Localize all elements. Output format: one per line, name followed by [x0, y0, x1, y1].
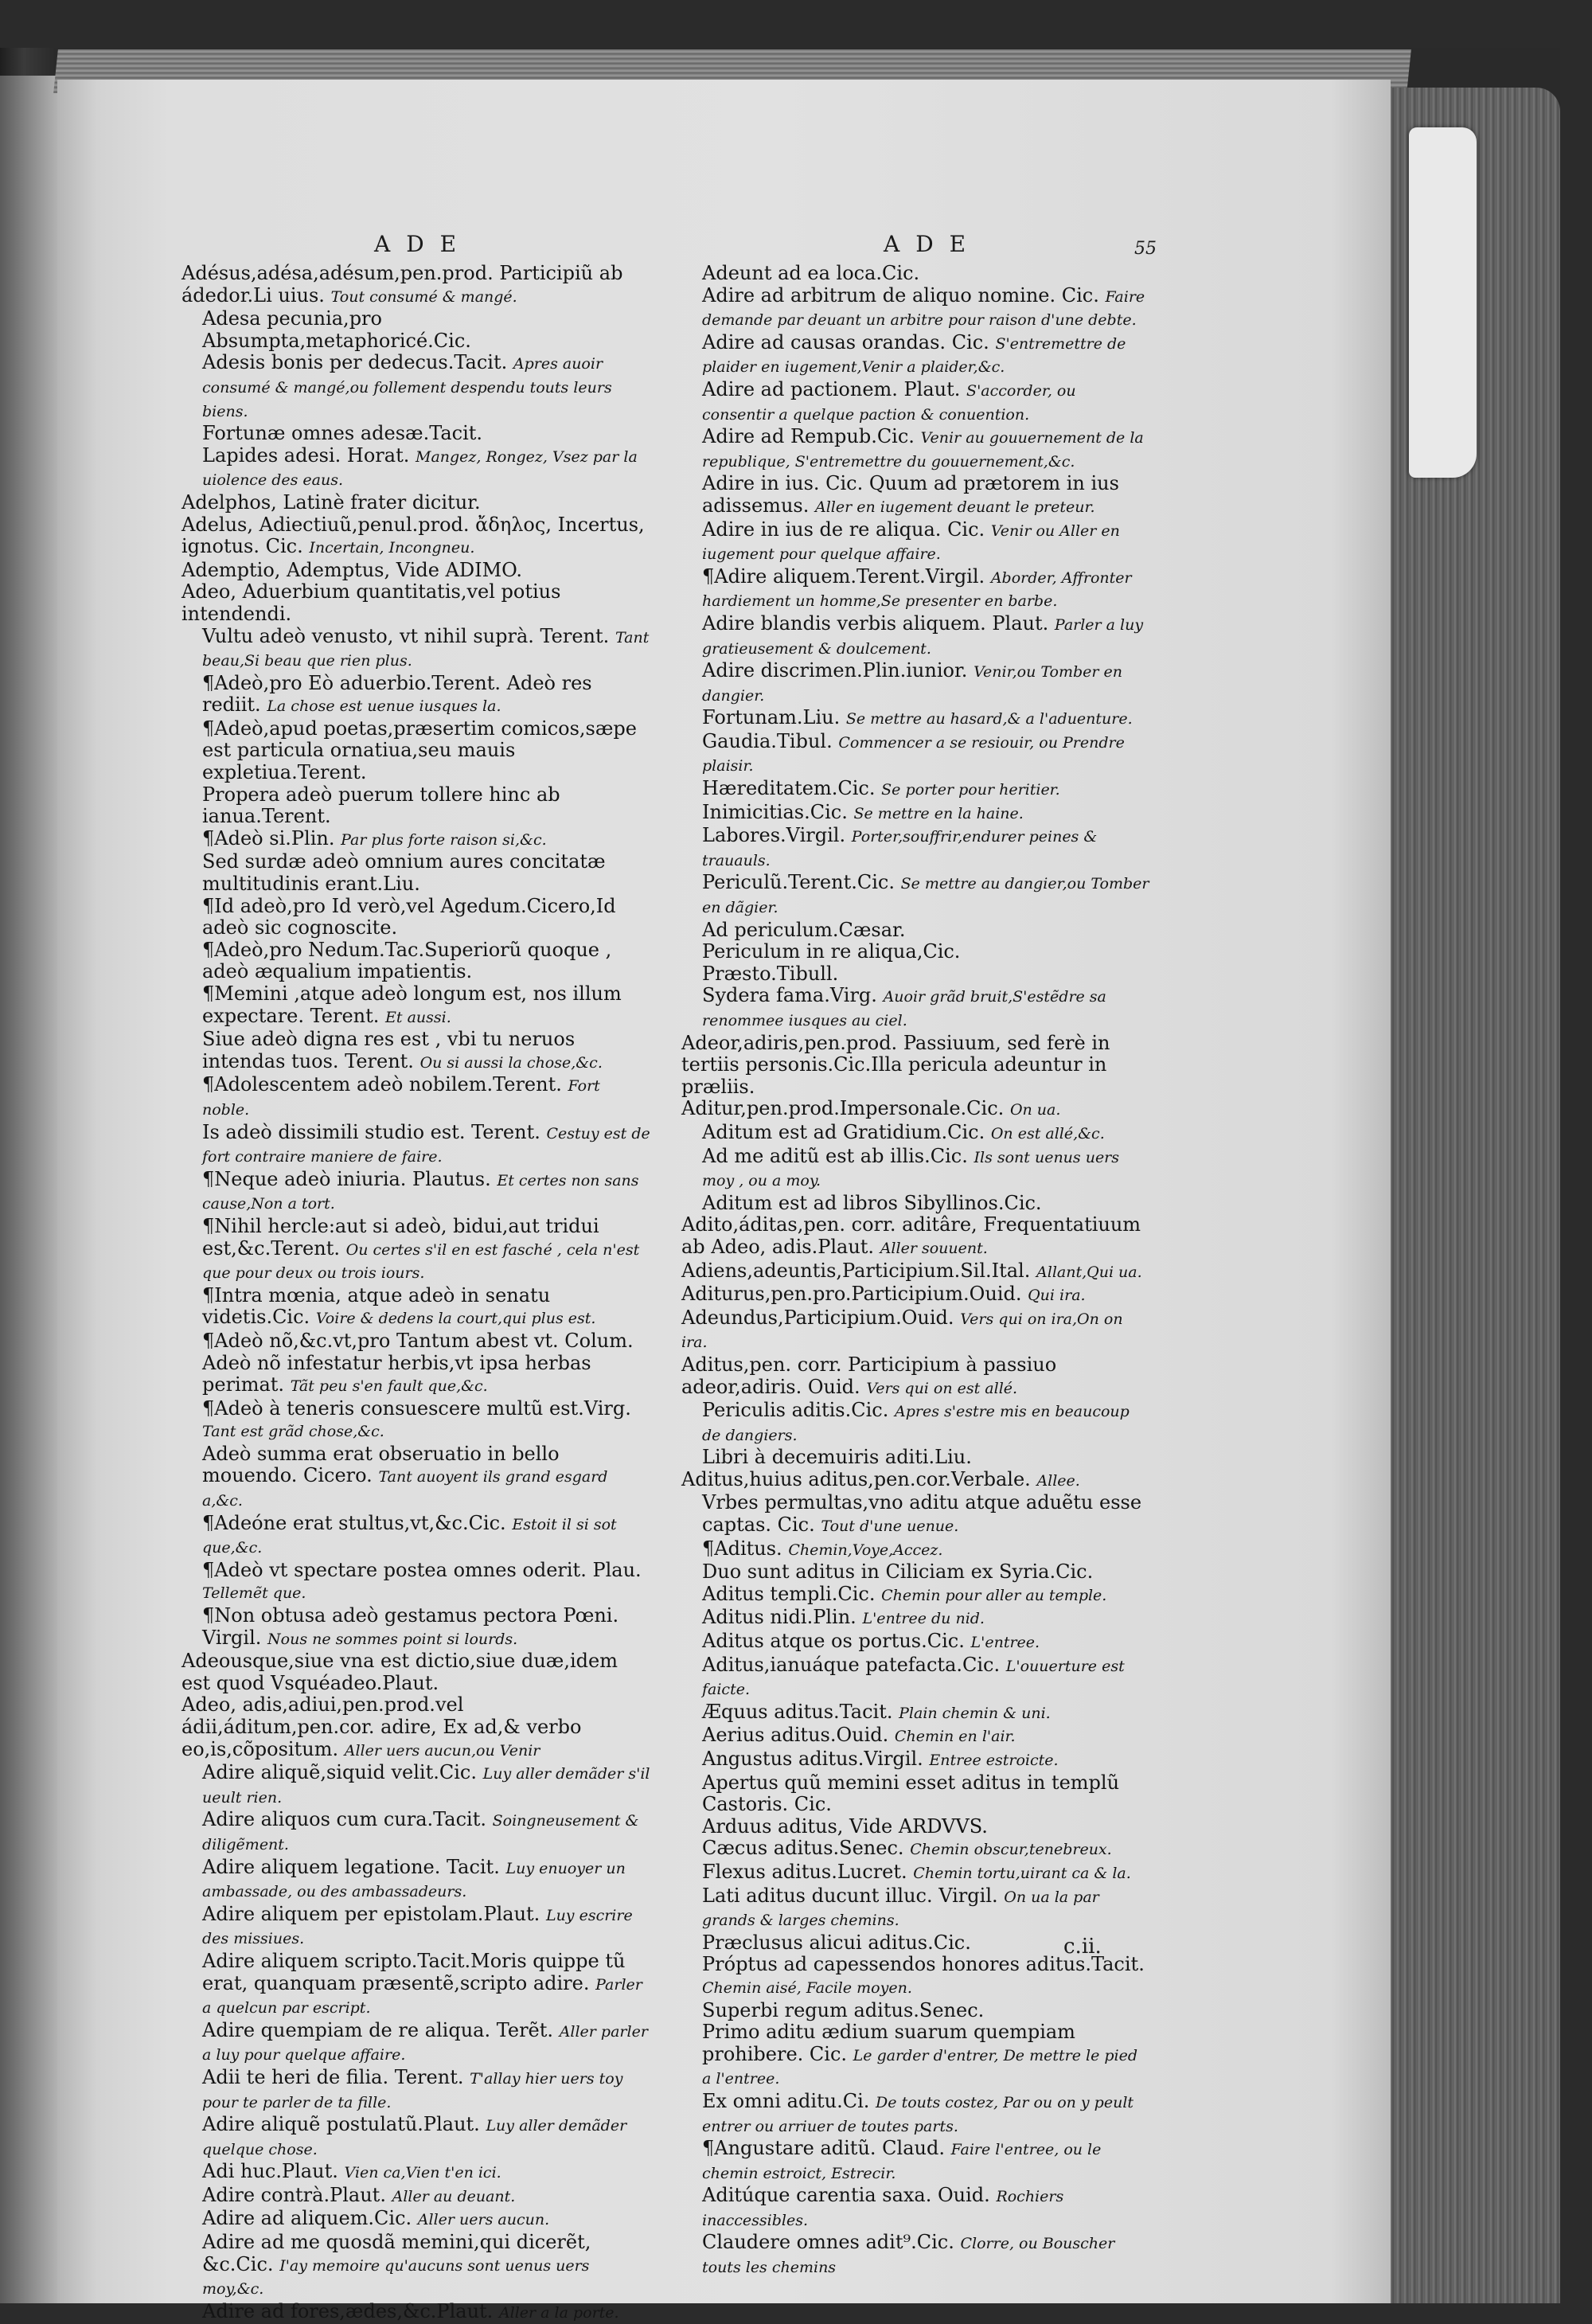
- dictionary-entry: [681, 2000, 1151, 2022]
- latin-text: Siue adeò digna res est , vbi tu neruos intendas tuos. Terent.: [202, 1028, 576, 1072]
- dictionary-entry: [181, 2232, 651, 2301]
- dictionary-entry: [181, 1074, 651, 1121]
- french-gloss: Luy aller demãder quelque chose.: [202, 2117, 627, 2158]
- french-gloss: Faire l'entree, ou le chemin estroict, Estrecir.: [702, 2141, 1102, 2182]
- dictionary-entry: [681, 285, 1151, 332]
- latin-text: Præclusus alicui aditus.Cic.: [702, 1931, 971, 1954]
- latin-text: Libri à decemuiris aditi.Liu.: [702, 1446, 972, 1469]
- latin-text: Adire ad pactionem. Plaut.: [702, 377, 961, 400]
- dictionary-entry: [681, 778, 1151, 802]
- facing-page-edge: [0, 76, 62, 2303]
- latin-text: Adeunt ad ea loca.Cic.: [702, 262, 920, 284]
- latin-text: Æquus aditus.Tacit.: [702, 1700, 893, 1723]
- latin-text: Adire in ius. Cic. Quum ad prætorem in ius adissemus.: [702, 472, 1119, 517]
- latin-text: Aditus,pen. corr. Participium à passiuo adeor,adiris. Ouid.: [681, 1353, 1057, 1398]
- latin-text: ¶Intra mœnia, atque adeò in senatu videtis.Cic.: [202, 1283, 551, 1329]
- french-gloss: Aller a la porte.: [498, 2303, 619, 2322]
- latin-text: ¶Memini ,atque adeò longum est, nos illum expectare. Terent.: [202, 982, 622, 1027]
- latin-text: ¶Adeò vt spectare postea omnes oderit. Plau.: [202, 1558, 642, 1581]
- page-number: 55: [1134, 239, 1157, 259]
- dictionary-entry: [681, 1861, 1151, 1885]
- latin-text: ¶Adeò si.Plin.: [202, 826, 335, 850]
- latin-text: Aditum est ad Gratidium.Cic.: [702, 1120, 985, 1143]
- french-gloss: Se mettre au dangier,ou Tomber en dãgier.: [702, 875, 1149, 917]
- latin-text: Adeo, Aduerbium quantitatis,vel potius intendendi.: [181, 580, 561, 625]
- latin-text: Inimicitias.Cic.: [702, 800, 848, 823]
- dictionary-entry: [181, 2185, 651, 2209]
- dictionary-entry: [681, 1214, 1151, 1260]
- latin-text: Fortunam.Liu.: [702, 706, 841, 729]
- latin-text: Aerius aditus.Ouid.: [702, 1724, 889, 1747]
- signature-mark: c.ii.: [1063, 1935, 1102, 1959]
- dictionary-entry: [181, 1122, 651, 1169]
- french-gloss: Ou si aussi la chose,&c.: [419, 1053, 603, 1072]
- latin-text: Próptus ad capessendos honores aditus.Tacit.: [702, 1953, 1145, 1976]
- dictionary-entry: [681, 1584, 1151, 1607]
- dictionary-entry: [181, 1560, 651, 1605]
- french-gloss: Cestuy est de fort contraire maniere de faire.: [202, 1124, 650, 1166]
- dictionary-entry: [181, 1216, 651, 1285]
- french-gloss: On ua la par grands & larges chemins.: [702, 1888, 1099, 1930]
- latin-text: Adire ad fores,ædes,&c.Plaut.: [202, 2299, 494, 2322]
- latin-text: ¶Adeò à teneris consuescere multũ est.Virg.: [202, 1396, 631, 1420]
- latin-text: Ademptio, Ademptus, Vide ADIMO.: [181, 558, 523, 581]
- dictionary-entry: [181, 1809, 651, 1856]
- latin-text: Is adeò dissimili studio est. Terent.: [202, 1120, 540, 1143]
- latin-text: ¶Non obtusa adeò gestamus pectora Pœni. Virgil.: [202, 1604, 619, 1649]
- dictionary-entry: [181, 308, 651, 352]
- french-gloss: Ils sont uenus uers moy , ou a moy.: [702, 1148, 1120, 1190]
- french-gloss: L'entree.: [970, 1634, 1040, 1652]
- latin-text: Adire ad causas orandas. Cic.: [702, 330, 989, 353]
- dictionary-entry: [181, 1857, 651, 1904]
- latin-text: Adeousque,siue vna est dictio,siue duæ,idem est quod Vsquéadeo.Plaut.: [181, 1650, 618, 1694]
- french-gloss: Aller parler a luy pour quelque affaire.: [202, 2022, 648, 2064]
- french-gloss: Clorre, ou Bouscher touts les chemins: [702, 2235, 1115, 2277]
- latin-text: Sed surdæ adeò omnium aures concitatæ multitudinis erant.Liu.: [202, 850, 606, 896]
- dictionary-entry: [681, 1260, 1151, 1284]
- latin-text: Adeo, adis,adiui,pen.prod.vel ádii,áditum,pen.cor. adire, Ex ad,& verbo eo,is,cõpositum.: [181, 1693, 582, 1760]
- dictionary-entry: [681, 2232, 1151, 2279]
- latin-text: Labores.Virgil.: [702, 824, 846, 847]
- latin-text: Propera adeò puerum tollere hinc ab ianua.Terent.: [202, 783, 560, 828]
- french-gloss: De touts costez, Par ou on y peult entrer ou arriuer de toutes parts.: [702, 2093, 1134, 2135]
- dictionary-entry: [181, 560, 651, 582]
- french-gloss: Faire demande par deuant un arbitre pour raison d'une debte.: [702, 287, 1145, 330]
- latin-text: ¶Adeóne erat stultus,vt,&c.Cic.: [202, 1511, 506, 1534]
- french-gloss: On ua.: [1009, 1101, 1061, 1119]
- french-gloss: Voire & dedens la court,qui plus est.: [315, 1310, 596, 1328]
- latin-text: Adesis bonis per dedecus.Tacit.: [202, 351, 508, 374]
- latin-text: Adire ad aliquem.Cic.: [202, 2207, 412, 2230]
- french-gloss: Entree estroicte.: [929, 1752, 1059, 1769]
- french-gloss: S'accorder, ou consentir a quelque paction & conuention.: [702, 381, 1076, 424]
- latin-text: Lati aditus ducunt illuc. Virgil.: [702, 1884, 998, 1907]
- dictionary-entry: [181, 2301, 651, 2324]
- french-gloss: Auoir grãd bruit,S'estẽdre sa renommee iusques au ciel.: [702, 988, 1106, 1029]
- left-column: [181, 263, 651, 2324]
- french-gloss: I'ay memoire qu'aucuns sont uenus uers moy,&c.: [202, 2256, 590, 2299]
- latin-text: Hæreditatem.Cic.: [702, 777, 876, 800]
- french-gloss: L'ouuerture est faicte.: [702, 1657, 1125, 1699]
- latin-text: Periculũ.Terent.Cic.: [702, 871, 895, 894]
- dictionary-entry: [681, 1816, 1151, 1838]
- dictionary-entry: [681, 2138, 1151, 2185]
- dictionary-entry: [681, 1469, 1151, 1493]
- dictionary-entry: [681, 1748, 1151, 1772]
- dictionary-entry: [181, 851, 651, 895]
- latin-text: Adire aliquẽ postulatũ.Plaut.: [202, 2113, 480, 2136]
- french-gloss: Venir au gouuernement de la republique, S'entremettre du gouuernement,&c.: [702, 429, 1144, 471]
- right-column: [681, 263, 1151, 2279]
- french-gloss: Par plus forte raison si,&c.: [341, 830, 547, 849]
- dictionary-entry: [681, 941, 1151, 963]
- dictionary-entry: [681, 1354, 1151, 1400]
- french-gloss: On est allé,&c.: [990, 1124, 1105, 1142]
- french-gloss: Tout consumé & mangé.: [330, 287, 517, 306]
- latin-text: Adire ad Rempub.Cic.: [702, 425, 915, 448]
- dictionary-entry: [681, 963, 1151, 986]
- latin-text: Apertus quũ memini esset aditus in templũ Castoris. Cic.: [702, 1771, 1120, 1816]
- dictionary-entry: [181, 423, 651, 445]
- dictionary-entry: [681, 1607, 1151, 1631]
- latin-text: Aditus nidi.Plin.: [702, 1606, 856, 1629]
- french-gloss: Apres auoir consumé & mangé,ou follement despendu touts leurs biens.: [202, 355, 612, 420]
- french-gloss: S'entremettre de plaider en iugement,Venir a plaider,&c.: [702, 334, 1126, 377]
- latin-text: Adire quempiam de re aliqua. Terẽt.: [202, 2018, 554, 2041]
- latin-text: ¶Aditus.: [702, 1537, 782, 1560]
- latin-text: Periculum in re aliqua,Cic.: [702, 940, 961, 963]
- french-gloss: Luy escrire des missiues.: [202, 1906, 633, 1948]
- dictionary-entry: [681, 1447, 1151, 1469]
- latin-text: Lapides adesi. Horat.: [202, 443, 410, 467]
- dictionary-entry: [181, 784, 651, 828]
- dictionary-entry: [681, 707, 1151, 731]
- french-gloss: Luy aller demãder s'il ueult rien.: [202, 1765, 650, 1806]
- dictionary-entry: [681, 825, 1151, 872]
- latin-text: Aditur,pen.prod.Impersonale.Cic.: [681, 1097, 1005, 1120]
- french-gloss: Et certes non sans cause,Non a tort.: [202, 1171, 639, 1213]
- latin-text: Gaudia.Tibul.: [702, 729, 833, 752]
- french-gloss: La chose est uenue iusques la.: [267, 697, 501, 716]
- french-gloss: Et aussi.: [385, 1008, 451, 1026]
- latin-text: ¶Neque adeò iniuria. Plautus.: [202, 1167, 491, 1190]
- latin-text: Aditurus,pen.pro.Participium.Ouid.: [681, 1283, 1022, 1306]
- dictionary-entry: [681, 1492, 1151, 1537]
- dictionary-entry: [681, 1122, 1151, 1146]
- latin-text: Adire ad arbitrum de aliquo nomine. Cic.: [702, 283, 1099, 307]
- dictionary-entry: [181, 626, 651, 673]
- french-gloss: Chemin obscur,tenebreux.: [910, 1841, 1112, 1859]
- latin-text: ¶Angustare aditũ. Claud.: [702, 2137, 945, 2160]
- dictionary-entry: [181, 1398, 651, 1443]
- latin-text: Adire aliquem scripto.Tacit.Moris quippe tũ erat, quanquam præsentẽ,scripto adire.: [202, 1949, 626, 1994]
- dictionary-entry: [181, 1029, 651, 1074]
- french-gloss: Aller souuent.: [880, 1239, 988, 1257]
- french-gloss: Tellemẽt que.: [202, 1584, 306, 1603]
- french-gloss: Estoit il si sot que,&c.: [202, 1515, 617, 1557]
- latin-text: Aditum est ad libros Sibyllinos.Cic.: [702, 1191, 1042, 1214]
- dictionary-entry: [681, 1701, 1151, 1725]
- dictionary-entry: [181, 1443, 651, 1513]
- dictionary-entry: [181, 1169, 651, 1216]
- latin-text: Claudere omnes adit⁹.Cic.: [702, 2231, 954, 2254]
- dictionary-entry: [181, 581, 651, 625]
- dictionary-entry: [181, 2114, 651, 2161]
- latin-text: ¶Adeò,pro Eò aduerbio.Terent. Adeò res rediit.: [202, 671, 592, 717]
- latin-text: ¶Nihil hercle:aut si adeò, bidui,aut tridui est,&c.Terent.: [202, 1214, 599, 1260]
- french-gloss: T'allay hier uers toy pour te parler de ta fille.: [202, 2069, 623, 2111]
- french-gloss: Soingneusement & diligẽment.: [202, 1812, 639, 1853]
- french-gloss: Incertain, Incongneu.: [309, 539, 475, 557]
- dictionary-entry: [681, 872, 1151, 919]
- latin-text: Adesa pecunia,pro Absumpta,metaphoricé.Cic.: [202, 307, 471, 352]
- french-gloss: Qui ira.: [1028, 1287, 1086, 1305]
- latin-text: Vultu adeò venusto, vt nihil suprà. Terent.: [202, 624, 610, 647]
- dictionary-entry: [181, 2208, 651, 2232]
- latin-text: Adelphos, Latinè frater dicitur.: [181, 490, 481, 514]
- latin-text: Adire aliquẽ,siquid velit.Cic.: [202, 1761, 477, 1784]
- dictionary-entry: [181, 492, 651, 514]
- french-gloss: Tant beau,Si beau que rien plus.: [202, 628, 650, 670]
- french-gloss: Chemin,Voye,Accez.: [788, 1541, 943, 1559]
- latin-text: Aditúque carentia saxa. Ouid.: [702, 2184, 990, 2207]
- french-gloss: Commencer a se resiouir, ou Prendre plaisir.: [702, 733, 1125, 775]
- latin-text: Ad me aditũ est ab illis.Cic.: [702, 1144, 968, 1167]
- dictionary-entry: [181, 983, 651, 1029]
- latin-text: Adire discrimen.Plin.iunior.: [702, 659, 968, 682]
- french-gloss: Luy enuoyer un ambassade, ou des ambassadeurs.: [202, 1859, 626, 1901]
- french-gloss: Vien ca,Vien t'en ici.: [344, 2164, 501, 2182]
- french-gloss: Tant auoyent ils grand esgard a,&c.: [202, 1468, 608, 1510]
- latin-text: Adire aliquos cum cura.Tacit.: [202, 1808, 486, 1831]
- dictionary-entry: [681, 1146, 1151, 1193]
- french-gloss: Apres s'estre mis en beaucoup de dangiers.: [702, 1403, 1130, 1444]
- latin-text: Adire blandis verbis aliquem. Plaut.: [702, 611, 1049, 635]
- french-gloss: Mangez, Rongez, Vsez par la uiolence des eaus.: [202, 447, 638, 490]
- dictionary-entry: [681, 1838, 1151, 1861]
- dictionary-entry: [681, 985, 1151, 1032]
- dictionary-entry: [181, 1904, 651, 1951]
- latin-text: Periculis aditis.Cic.: [702, 1399, 889, 1422]
- dictionary-entry: [681, 519, 1151, 566]
- latin-text: Duo sunt aditus in Ciliciam ex Syria.Cic.: [702, 1560, 1094, 1584]
- french-gloss: Tout d'une uenue.: [821, 1517, 959, 1536]
- dictionary-entry: [181, 1650, 651, 1694]
- french-gloss: Chemin tortu,uirant ca & la.: [913, 1864, 1131, 1882]
- french-gloss: Aborder, Affronter hardiement un homme,Se presenter en barbe.: [702, 568, 1132, 611]
- dictionary-entry: [181, 1513, 651, 1560]
- latin-text: Adii te heri de filia. Terent.: [202, 2065, 464, 2088]
- dictionary-entry: [681, 1772, 1151, 1816]
- french-gloss: Tant est grãd chose,&c.: [202, 1423, 384, 1441]
- dictionary-entry: [681, 2091, 1151, 2138]
- latin-text: Adelus, Adiectiuũ,penul.prod. ἄδηλος, Incertus, ignotus. Cic.: [181, 513, 645, 558]
- french-gloss: Plain chemin & uni.: [899, 1704, 1051, 1722]
- dictionary-entry: [681, 920, 1151, 942]
- dictionary-entry: [181, 2020, 651, 2067]
- latin-text: Superbi regum aditus.Senec.: [702, 1998, 985, 2021]
- latin-text: Sydera fama.Virg.: [702, 984, 877, 1007]
- dictionary-entry: [181, 445, 651, 492]
- latin-text: ¶Adeò nõ,&c.vt,pro Tantum abest vt. Colum. Adeò nõ infestatur herbis,vt ipsa herbas perimat.: [202, 1329, 634, 1396]
- dictionary-entry: [181, 514, 651, 560]
- latin-text: Adire ad me quosdã memini,qui dicerẽt, &c.Cic.: [202, 2231, 591, 2275]
- french-gloss: Aller au deuant.: [392, 2187, 516, 2205]
- dictionary-entry: [681, 1033, 1151, 1099]
- french-gloss: Se porter pour heritier.: [881, 781, 1060, 799]
- dictionary-entry: [681, 1307, 1151, 1354]
- latin-text: Ad periculum.Cæsar.: [702, 918, 906, 941]
- french-gloss: Allant,Qui ua.: [1036, 1263, 1142, 1281]
- latin-text: Adiens,adeuntis,Participium.Sil.Ital.: [681, 1259, 1031, 1282]
- french-gloss: Chemin en l'air.: [894, 1728, 1016, 1746]
- dictionary-entry: [181, 1605, 651, 1650]
- latin-text: Fortunæ omnes adesæ.Tacit.: [202, 422, 483, 445]
- french-gloss: Fort noble.: [202, 1077, 600, 1119]
- dictionary-entry: [681, 2021, 1151, 2091]
- dictionary-entry: [681, 1561, 1151, 1584]
- dictionary-entry: [181, 1951, 651, 2020]
- latin-text: Adeundus,Participium.Ouid.: [681, 1306, 954, 1329]
- dictionary-entry: [681, 1654, 1151, 1701]
- french-gloss: Ou certes s'il en est fasché , cela n'est que pour deux ou trois iours.: [202, 1240, 640, 1283]
- dictionary-entry: [681, 1954, 1151, 1999]
- french-gloss: Parler a luy gratieusement & doulcement.: [702, 615, 1144, 658]
- french-gloss: Parler a quelcun par escript.: [202, 1975, 642, 2017]
- latin-text: ¶Id adeò,pro Id verò,vel Agedum.Cicero,Id adeò sic cognoscite.: [202, 894, 616, 939]
- french-gloss: Aller uers aucun,ou Venir: [344, 1741, 540, 1760]
- french-gloss: Vers qui on ira,On on ira.: [681, 1310, 1123, 1352]
- dictionary-entry: [181, 2067, 651, 2114]
- latin-text: Adire aliquem per epistolam.Plaut.: [202, 1902, 540, 1925]
- dictionary-entry: [181, 1762, 651, 1809]
- dictionary-entry: [681, 1724, 1151, 1748]
- latin-text: Primo aditu ædium suarum quempiam prohibere. Cic.: [702, 2021, 1075, 2065]
- dictionary-entry: [181, 352, 651, 423]
- french-gloss: Porter,souffrir,endurer peines & trauauls.: [702, 828, 1098, 869]
- french-gloss: Se mettre en la haine.: [853, 804, 1024, 822]
- dictionary-entry: [681, 2185, 1151, 2232]
- dictionary-entry: [181, 939, 651, 983]
- dictionary-entry: [681, 473, 1151, 518]
- latin-text: Flexus aditus.Lucret.: [702, 1860, 907, 1883]
- french-gloss: Venir ou Aller en iugement pour quelque affaire.: [702, 521, 1120, 564]
- latin-text: Aditus templi.Cic.: [702, 1582, 876, 1605]
- dictionary-entry: [181, 263, 651, 308]
- latin-text: Ex omni aditu.Ci.: [702, 2089, 870, 2112]
- dictionary-entry: [681, 1538, 1151, 1562]
- latin-text: Aditus,huius aditus,pen.cor.Verbale.: [681, 1467, 1031, 1490]
- dictionary-entry: [681, 379, 1151, 426]
- french-gloss: Venir,ou Tomber en dangier.: [702, 663, 1123, 705]
- dictionary-entry: [681, 1098, 1151, 1122]
- french-gloss: Aller uers aucun.: [417, 2211, 550, 2229]
- dictionary-entry: [681, 263, 1151, 285]
- dictionary-entry: [681, 1885, 1151, 1932]
- latin-text: Adire in ius de re aliqua. Cic.: [702, 518, 985, 541]
- dictionary-entry: [681, 426, 1151, 473]
- latin-text: Arduus aditus, Vide ARDVVS.: [702, 1814, 988, 1838]
- latin-text: Adeò summa erat obseruatio in bello mouendo. Cicero.: [202, 1442, 560, 1487]
- french-gloss: Rochiers inaccessibles.: [702, 2188, 1064, 2229]
- dictionary-entry: [681, 1283, 1151, 1307]
- french-gloss: Se mettre au hasard,& a l'aduenture.: [845, 710, 1133, 728]
- dictionary-entry: [681, 1631, 1151, 1654]
- french-gloss: Vers qui on est allé.: [866, 1379, 1018, 1397]
- running-head-left: ADE: [374, 231, 473, 257]
- dictionary-entry: [681, 332, 1151, 379]
- latin-text: Aditus,ianuáque patefacta.Cic.: [702, 1653, 1001, 1676]
- latin-text: Adire aliquem legatione. Tacit.: [202, 1855, 500, 1878]
- french-gloss: Allee.: [1036, 1471, 1080, 1490]
- dictionary-entry: [181, 1285, 651, 1330]
- latin-text: Vrbes permultas,vno aditu atque aduẽtu esse captas. Cic.: [702, 1491, 1142, 1537]
- french-gloss: Aller en iugement deuant le preteur.: [814, 498, 1095, 516]
- latin-text: Aditus atque os portus.Cic.: [702, 1630, 965, 1653]
- latin-text: ¶Adeò,apud poetas,præsertim comicos,sæpe est particula ornatiua,seu mauis expletiua.Terent.: [202, 717, 637, 784]
- latin-text: Præsto.Tibull.: [702, 962, 839, 985]
- dictionary-entry: [181, 896, 651, 939]
- dictionary-entry: [681, 802, 1151, 826]
- dictionary-entry: [681, 660, 1151, 707]
- french-gloss: Tãt peu s'en fault que,&c.: [290, 1377, 488, 1396]
- dictionary-entry: [681, 1193, 1151, 1215]
- dictionary-entry: [181, 718, 651, 784]
- latin-text: Cæcus aditus.Senec.: [702, 1837, 904, 1860]
- latin-text: Adito,áditas,pen. corr. aditâre, Frequentatiuum ab Adeo, adis.Plaut.: [681, 1213, 1141, 1258]
- dictionary-entry: [181, 1694, 651, 1762]
- dictionary-entry: [681, 566, 1151, 613]
- latin-text: ¶Adire aliquem.Terent.Virgil.: [702, 564, 985, 588]
- latin-text: Adi huc.Plaut.: [202, 2160, 338, 2183]
- dictionary-entry: [181, 2161, 651, 2185]
- dictionary-entry: [181, 673, 651, 718]
- latin-text: Adeor,adiris,pen.prod. Passiuum, sed ferè in tertiis personis.Cic.Illa pericula adeuntur in præliis.: [681, 1031, 1110, 1098]
- dictionary-entry: [181, 1330, 651, 1398]
- dictionary-entry: [681, 613, 1151, 660]
- french-gloss: Chemin aisé, Facile moyen.: [702, 1978, 912, 1997]
- latin-text: Adire contrà.Plaut.: [202, 2183, 386, 2206]
- french-gloss: Nous ne sommes point si lourds.: [267, 1630, 518, 1648]
- french-gloss: Chemin pour aller au temple.: [881, 1586, 1107, 1604]
- french-gloss: L'entree du nid.: [862, 1610, 985, 1628]
- latin-text: Angustus aditus.Virgil.: [702, 1748, 923, 1770]
- french-gloss: Le garder d'entrer, De mettre le pied a l'entree.: [702, 2046, 1137, 2088]
- latin-text: ¶Adolescentem adeò nobilem.Terent.: [202, 1073, 562, 1096]
- running-head-right: ADE: [884, 231, 982, 257]
- dictionary-entry: [681, 731, 1151, 778]
- dictionary-entry: [681, 1400, 1151, 1447]
- latin-text: Adésus,adésa,adésum,pen.prod. Participiũ ab ádedor.Li uius.: [181, 262, 623, 307]
- dictionary-entry: [181, 828, 651, 852]
- inserted-paper-slip: [1409, 127, 1477, 478]
- latin-text: ¶Adeò,pro Nedum.Tac.Superiorũ quoque , adeò æqualium impatientis.: [202, 938, 612, 983]
